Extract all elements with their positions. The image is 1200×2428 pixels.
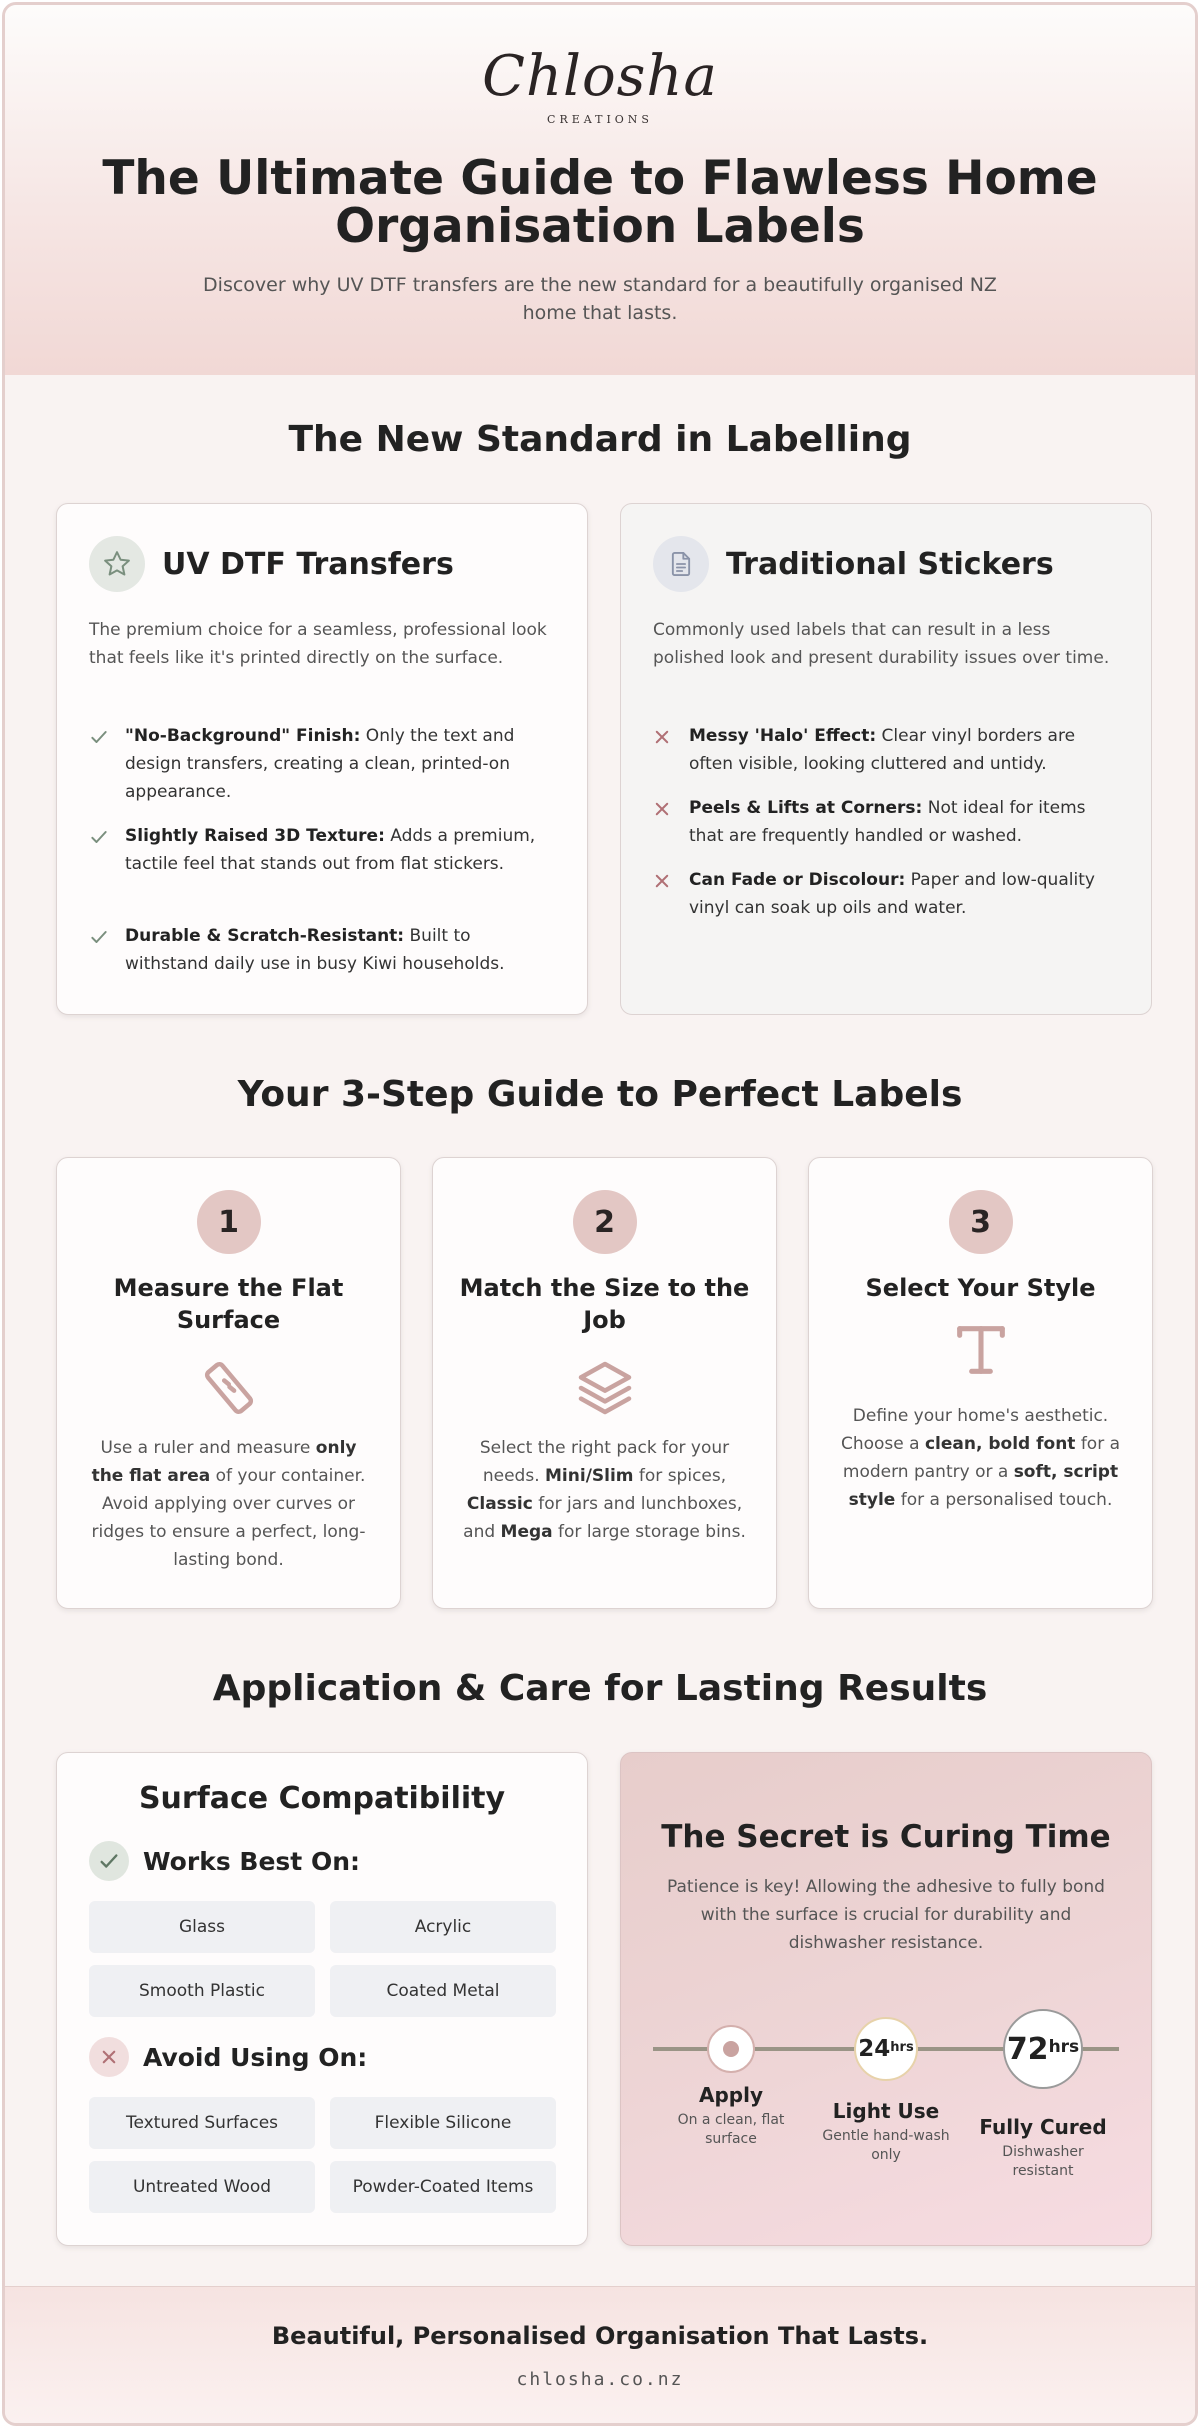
traditional-feature-item (653, 866, 1123, 922)
care-title: Application & Care for Lasting Results (212, 1668, 988, 1709)
step-title: Select Your Style (865, 1274, 1096, 1302)
document-icon (653, 536, 709, 592)
stage-unit: hrs (1048, 2037, 1080, 2057)
step-card-2 (432, 1157, 777, 1609)
uv-feature-item (89, 822, 559, 878)
step-text-bold: Classic (466, 1494, 533, 1514)
check-icon (89, 1841, 129, 1881)
cross-icon (653, 866, 689, 922)
cross-icon (89, 2037, 129, 2077)
type-icon (949, 1318, 1013, 1386)
footer-tagline: Beautiful, Personalised Organisation That Lasts. (271, 2322, 929, 2350)
avoid-label: Avoid Using On: (143, 2042, 368, 2072)
surface-chip: Untreated Wood (89, 2161, 315, 2213)
cross-icon (653, 794, 689, 850)
uv-dtf-title: UV DTF Transfers (162, 546, 454, 582)
feature-bold: Slightly Raised 3D Texture: (125, 826, 385, 846)
comparison-title: The New Standard in Labelling (288, 419, 912, 460)
timeline-node-apply (707, 2025, 755, 2073)
star-icon (89, 536, 145, 592)
page-frame (2, 2, 1198, 2426)
surface-chip: Smooth Plastic (89, 1965, 315, 2017)
stage-sub: Dishwasher resistant (1002, 2144, 1084, 2179)
feature-bold: Messy 'Halo' Effect: (689, 726, 877, 746)
uv-dtf-card (56, 503, 588, 1015)
timeline-node-72hrs (1003, 2009, 1083, 2089)
traditional-feature-item (653, 794, 1123, 850)
page-footer (5, 2286, 1195, 2423)
feature-text: Not ideal for items that are frequently handled or washed. (689, 798, 1086, 846)
feature-bold: Peels & Lifts at Corners: (689, 798, 923, 818)
uv-dtf-description: The premium choice for a seamless, professional look that feels like it's printed directly on the surface. (89, 620, 547, 668)
feature-text: Only the text and design transfers, creating a clean, printed-on appearance. (125, 726, 515, 802)
surface-chip: Flexible Silicone (330, 2097, 556, 2149)
cross-icon (653, 722, 689, 778)
step-title: Measure the Flat Surface (113, 1274, 344, 1334)
traditional-title: Traditional Stickers (726, 546, 1054, 582)
timeline-label (661, 2083, 801, 2149)
node-dot (723, 2041, 739, 2057)
timeline-label (811, 2099, 961, 2165)
brand-logo[interactable] (5, 44, 1195, 126)
curing-time-card (620, 1752, 1152, 2246)
stage-value: 72 (1006, 2031, 1049, 2067)
feature-text: Built to withstand daily use in busy Kiwi households. (125, 926, 505, 974)
step-text-bold: clean, bold font (924, 1434, 1076, 1454)
stage-unit: hrs (890, 2039, 914, 2055)
step-number: 2 (573, 1190, 637, 1254)
surface-compatibility-card (56, 1752, 588, 2246)
surface-chip: Textured Surfaces (89, 2097, 315, 2149)
step-number: 3 (949, 1190, 1013, 1254)
surface-chip: Glass (89, 1901, 315, 1953)
step-text-bold: only the flat area (91, 1438, 357, 1486)
check-icon (89, 922, 125, 978)
page-title: The Ultimate Guide to Flawless Home Organisation Labels (102, 151, 1098, 254)
works-best-heading (89, 1841, 360, 1881)
step-card-1 (56, 1157, 401, 1609)
surface-chip: Powder-Coated Items (330, 2161, 556, 2213)
stage-label: Light Use (832, 2099, 940, 2123)
check-icon (89, 722, 125, 806)
step-text: Define your home's aesthetic. Choose a clean, bold font for a modern pantry or a soft, script style for a personalised touch. (840, 1406, 1121, 1510)
feature-text: Paper and low-quality vinyl can soak up oils and water. (689, 870, 1095, 918)
brand-name: Chlosha (482, 44, 718, 109)
compat-title: Surface Compatibility (138, 1781, 506, 1816)
avoid-heading (89, 2037, 367, 2077)
stage-sub: Gentle hand-wash only (822, 2128, 950, 2163)
feature-bold: Durable & Scratch-Resistant: (125, 926, 405, 946)
step-text: Use a ruler and measure only the flat area of your container. Avoid applying over curves or ridges to ensure a perfect, long-lasting bond. (91, 1438, 366, 1570)
step-number: 1 (197, 1190, 261, 1254)
traditional-feature-item (653, 722, 1123, 778)
uv-feature-item (89, 722, 559, 806)
step-title: Match the Size to the Job (459, 1274, 750, 1334)
stage-sub: On a clean, flat surface (677, 2112, 785, 2147)
traditional-stickers-card (620, 503, 1152, 1015)
timeline-node-24hrs (854, 2017, 918, 2081)
step-text-bold: Mini/Slim (545, 1466, 634, 1486)
curing-title: The Secret is Curing Time (661, 1819, 1111, 1855)
works-best-label: Works Best On: (143, 1846, 360, 1876)
stage-value: 24 (858, 2036, 891, 2062)
uv-feature-item (89, 922, 559, 978)
ruler-icon (197, 1356, 261, 1424)
page-subtitle: Discover why UV DTF transfers are the new standard for a beautifully organised NZ home that lasts. (203, 274, 997, 324)
brand-sub: CREATIONS (547, 113, 653, 126)
footer-url[interactable]: chlosha.co.nz (516, 2369, 684, 2390)
surface-chip: Coated Metal (330, 1965, 556, 2017)
curing-description: Patience is key! Allowing the adhesive to fully bond with the surface is crucial for durability and dishwasher resistance. (667, 1877, 1105, 1953)
feature-text: Adds a premium, tactile feel that stands out from flat stickers. (125, 826, 536, 874)
step-text-bold: soft, script style (848, 1462, 1119, 1510)
page-header (5, 5, 1195, 375)
timeline-label (963, 2115, 1123, 2181)
feature-bold: "No-Background" Finish: (125, 726, 361, 746)
step-text-bold: Mega (500, 1522, 553, 1542)
stage-label: Apply (698, 2083, 763, 2107)
traditional-description: Commonly used labels that can result in a less polished look and present durability issues over time. (653, 620, 1110, 668)
feature-text: Clear vinyl borders are often visible, looking cluttered and untidy. (689, 726, 1076, 774)
steps-title: Your 3-Step Guide to Perfect Labels (237, 1074, 963, 1115)
feature-bold: Can Fade or Discolour: (689, 870, 906, 890)
layers-icon (573, 1356, 637, 1424)
step-text: Select the right pack for your needs. Mini/Slim for spices, Classic for jars and lunchboxes, and Mega for large storage bins. (463, 1438, 746, 1542)
surface-chip: Acrylic (330, 1901, 556, 1953)
stage-label: Fully Cured (979, 2115, 1107, 2139)
step-card-3 (808, 1157, 1153, 1609)
check-icon (89, 822, 125, 878)
